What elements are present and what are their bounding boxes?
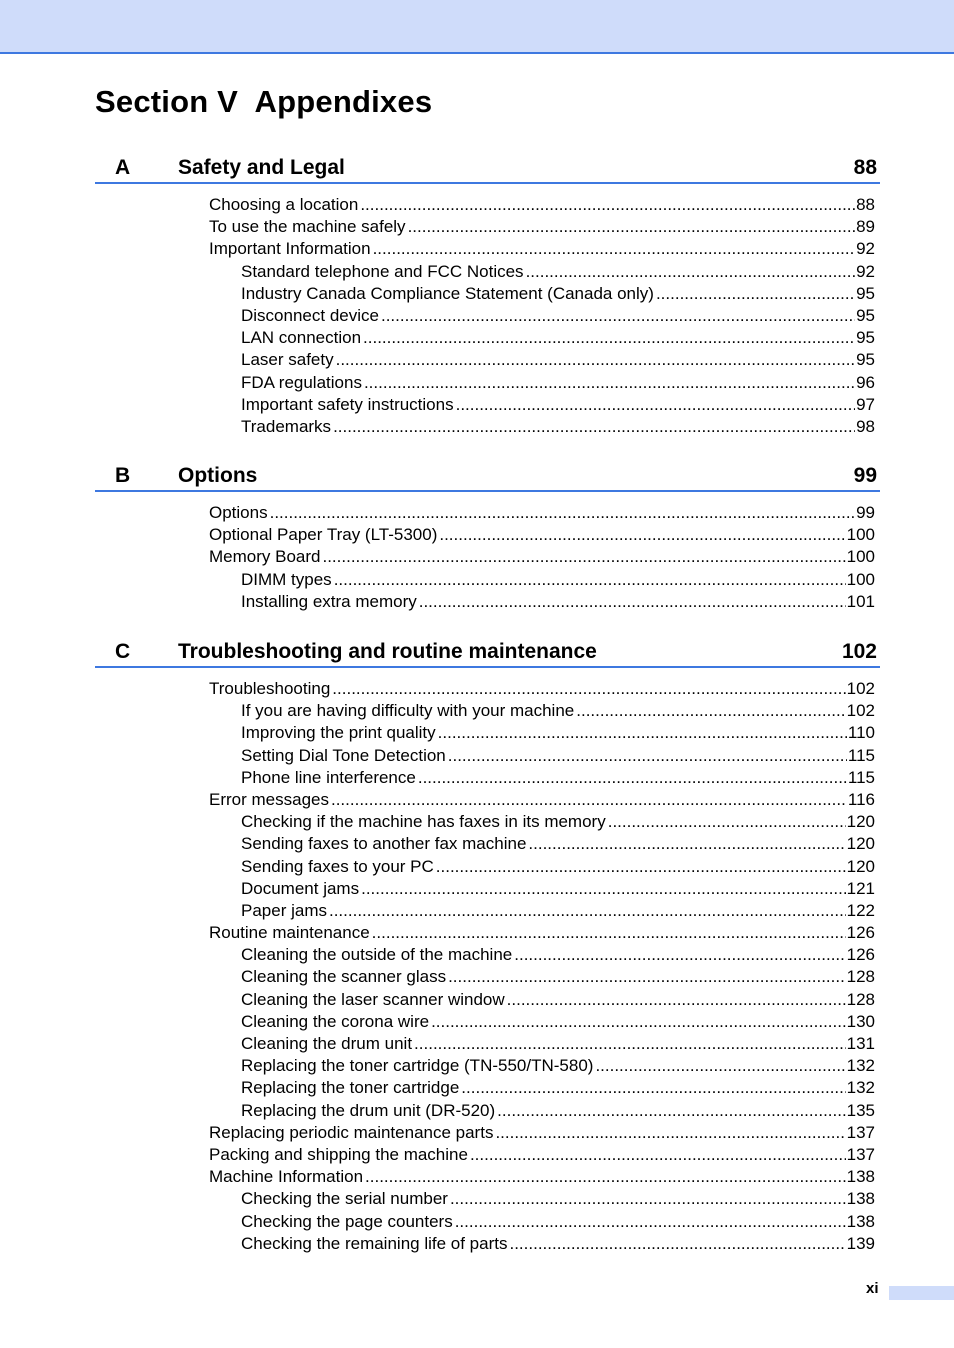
entry-page: 120 xyxy=(846,834,875,854)
entry-page: 120 xyxy=(846,856,875,876)
entry-page: 110 xyxy=(847,723,875,743)
entry-page: 137 xyxy=(846,1122,875,1142)
entry-title: Cleaning the laser scanner window xyxy=(241,989,505,1009)
section-name: Appendixes xyxy=(254,84,433,119)
toc-entry[interactable] xyxy=(241,305,875,327)
toc-entry[interactable] xyxy=(241,767,875,789)
entry-title: Document jams xyxy=(241,878,360,898)
toc-entry[interactable] xyxy=(241,327,875,349)
entry-title: Trademarks xyxy=(241,416,332,436)
dot-leader xyxy=(436,856,846,878)
entry-title: Replacing the toner cartridge xyxy=(241,1078,460,1098)
entry-title: Important Information xyxy=(209,239,371,259)
toc-entry[interactable] xyxy=(241,283,875,305)
entry-page: 88 xyxy=(856,195,875,214)
section-label: Section V xyxy=(95,84,239,119)
toc-entry[interactable] xyxy=(241,811,875,833)
dot-leader xyxy=(322,546,845,568)
entry-page: 137 xyxy=(846,1144,875,1164)
dot-leader xyxy=(431,1011,846,1033)
dot-leader xyxy=(656,283,855,305)
dot-leader xyxy=(448,745,847,767)
dot-leader xyxy=(418,767,847,789)
toc-entry[interactable] xyxy=(209,238,875,260)
dot-leader xyxy=(526,261,856,283)
entry-title: FDA regulations xyxy=(241,372,362,392)
dot-leader xyxy=(514,944,845,966)
dot-leader xyxy=(509,1233,845,1255)
dot-leader xyxy=(455,1211,846,1233)
toc-entry[interactable] xyxy=(241,745,875,767)
entry-page: 96 xyxy=(856,372,875,392)
dot-leader xyxy=(332,678,845,700)
footer-tab xyxy=(889,1286,954,1300)
entry-title: Installing extra memory xyxy=(241,591,417,611)
dot-leader xyxy=(372,922,846,944)
entry-title: Disconnect device xyxy=(241,305,379,325)
dot-leader xyxy=(414,1033,846,1055)
toc-entry[interactable] xyxy=(241,944,875,966)
entry-title: DIMM types xyxy=(241,569,332,589)
dot-leader xyxy=(528,833,845,855)
entry-title: Options xyxy=(209,503,268,522)
entry-title: Checking if the machine has faxes in its memory xyxy=(241,812,606,832)
entry-title: Replacing periodic maintenance parts xyxy=(209,1122,494,1142)
entry-list xyxy=(95,194,880,438)
entry-title: Cleaning the scanner glass xyxy=(241,967,447,987)
dot-leader xyxy=(408,216,856,238)
entry-page: 132 xyxy=(846,1056,875,1076)
chapter-letter: B xyxy=(115,464,131,487)
entry-page: 102 xyxy=(846,701,875,721)
dot-leader xyxy=(365,1166,846,1188)
dot-leader xyxy=(507,989,846,1011)
dot-leader xyxy=(439,524,845,546)
toc-entry[interactable] xyxy=(241,372,875,394)
toc-entry[interactable] xyxy=(241,966,875,988)
entry-title: Sending faxes to your PC xyxy=(241,856,434,876)
entry-page: 120 xyxy=(846,812,875,832)
entry-page: 100 xyxy=(846,547,875,567)
entry-page: 95 xyxy=(856,283,875,303)
entry-page: 138 xyxy=(846,1189,875,1209)
chapter-heading[interactable] xyxy=(95,638,880,668)
toc-entry[interactable] xyxy=(209,1144,875,1166)
entry-title: Replacing the drum unit (DR-520) xyxy=(241,1100,496,1120)
entry-page: 131 xyxy=(846,1034,875,1053)
entry-page: 126 xyxy=(846,923,875,943)
dot-leader xyxy=(333,416,855,438)
entry-title: Machine Information xyxy=(209,1167,364,1187)
chapter-heading[interactable] xyxy=(95,462,880,492)
entry-title: Setting Dial Tone Detection xyxy=(241,745,446,765)
entry-page: 92 xyxy=(856,239,875,259)
entry-title: Choosing a location xyxy=(209,195,359,214)
entry-page: 101 xyxy=(846,591,875,611)
entry-title: Cleaning the corona wire xyxy=(241,1011,430,1031)
toc-entry[interactable] xyxy=(241,1055,875,1077)
entry-title: Phone line interference xyxy=(241,767,416,787)
entry-page: 128 xyxy=(846,989,875,1009)
dot-leader xyxy=(438,722,847,744)
entry-title: Important safety instructions xyxy=(241,394,454,414)
chapter-a xyxy=(95,154,880,438)
entry-title: Replacing the toner cartridge (TN-550/TN-580) xyxy=(241,1056,594,1076)
entry-page: 100 xyxy=(846,569,875,589)
toc-entry[interactable] xyxy=(241,1011,875,1033)
toc-entry[interactable] xyxy=(241,900,875,922)
entry-title: Troubleshooting xyxy=(209,679,331,698)
toc-entry[interactable] xyxy=(209,502,875,524)
dot-leader xyxy=(361,878,846,900)
entry-title: Routine maintenance xyxy=(209,923,370,943)
dot-leader xyxy=(456,394,855,416)
toc-entry[interactable] xyxy=(241,1211,875,1233)
dot-leader xyxy=(329,900,846,922)
entry-page: 126 xyxy=(846,945,875,965)
entry-title: Checking the serial number xyxy=(241,1189,448,1209)
entry-page: 139 xyxy=(846,1233,875,1253)
toc-entry[interactable] xyxy=(209,922,875,944)
entry-title: To use the machine safely xyxy=(209,217,406,237)
entry-page: 100 xyxy=(846,525,875,545)
toc-entry[interactable] xyxy=(241,1188,875,1210)
entry-title: Laser safety xyxy=(241,350,334,370)
chapter-page: 99 xyxy=(853,464,877,487)
chapter-title: Options xyxy=(178,464,258,487)
entry-title: Error messages xyxy=(209,789,329,809)
entry-page: 138 xyxy=(846,1211,875,1231)
dot-leader xyxy=(419,591,846,613)
toc-entry[interactable] xyxy=(241,700,875,722)
entry-title: Industry Canada Compliance Statement (Canada only) xyxy=(241,283,654,303)
toc-entry[interactable] xyxy=(241,878,875,900)
entry-title: Optional Paper Tray (LT-5300) xyxy=(209,525,438,545)
entry-page: 121 xyxy=(846,878,875,898)
toc-entry[interactable] xyxy=(209,1166,875,1188)
toc-entry[interactable] xyxy=(241,394,875,416)
dot-leader xyxy=(363,327,855,349)
entry-title: Checking the remaining life of parts xyxy=(241,1233,508,1253)
dot-leader xyxy=(331,789,847,811)
dot-leader xyxy=(336,349,855,371)
toc-entry[interactable] xyxy=(241,591,875,613)
dot-leader xyxy=(270,502,855,524)
dot-leader xyxy=(450,1188,846,1210)
entry-page: 116 xyxy=(847,789,875,809)
chapter-letter: A xyxy=(115,156,131,179)
entry-page: 95 xyxy=(856,305,875,325)
toc-entry[interactable] xyxy=(241,722,875,744)
entry-page: 102 xyxy=(846,679,875,698)
entry-title: LAN connection xyxy=(241,328,362,348)
toc-entry[interactable] xyxy=(209,216,875,238)
entry-page: 99 xyxy=(856,503,875,522)
entry-page: 130 xyxy=(846,1011,875,1031)
toc-entry[interactable] xyxy=(241,1233,875,1255)
entry-title: Paper jams xyxy=(241,900,327,920)
entry-title: If you are having difficulty with your machine xyxy=(241,701,575,721)
entry-page: 128 xyxy=(846,967,875,987)
dot-leader xyxy=(381,305,855,327)
toc-entry[interactable] xyxy=(241,1100,875,1122)
toc-entry[interactable] xyxy=(241,989,875,1011)
dot-leader xyxy=(470,1144,846,1166)
entry-page: 132 xyxy=(846,1078,875,1098)
entry-title: Packing and shipping the machine xyxy=(209,1144,468,1164)
toc-entry[interactable] xyxy=(241,569,875,591)
dot-leader xyxy=(495,1122,845,1144)
entry-page: 115 xyxy=(847,745,875,765)
dot-leader xyxy=(608,811,846,833)
entry-page: 95 xyxy=(856,328,875,348)
dot-leader xyxy=(497,1100,845,1122)
chapter-c xyxy=(95,638,880,1255)
section-title xyxy=(95,84,432,120)
page-number: xi xyxy=(866,1280,879,1297)
chapter-b xyxy=(95,462,880,613)
header-band xyxy=(0,0,954,54)
toc-entry[interactable] xyxy=(209,678,875,700)
entry-page: 95 xyxy=(856,350,875,370)
toc-entry[interactable] xyxy=(241,1033,875,1055)
entry-page: 97 xyxy=(856,394,875,414)
entry-title: Checking the page counters xyxy=(241,1211,453,1231)
entry-page: 98 xyxy=(856,416,875,436)
toc-entry[interactable] xyxy=(241,833,875,855)
dot-leader xyxy=(373,238,856,260)
toc-entry[interactable] xyxy=(209,789,875,811)
dot-leader xyxy=(364,372,855,394)
dot-leader xyxy=(576,700,845,722)
toc-entry[interactable] xyxy=(209,194,875,216)
entry-page: 122 xyxy=(846,900,875,920)
toc-entry[interactable] xyxy=(241,416,875,438)
entry-title: Memory Board xyxy=(209,547,321,567)
chapter-title: Troubleshooting and routine maintenance xyxy=(178,640,597,663)
toc-entry[interactable] xyxy=(241,1077,875,1099)
entry-page: 135 xyxy=(846,1100,875,1120)
entry-list xyxy=(95,678,880,1255)
entry-page: 115 xyxy=(847,767,875,787)
chapter-title: Safety and Legal xyxy=(178,156,345,179)
toc-entry[interactable] xyxy=(209,546,875,568)
toc-entry[interactable] xyxy=(209,1122,875,1144)
entry-page: 92 xyxy=(856,261,875,281)
toc-entry[interactable] xyxy=(209,524,875,546)
dot-leader xyxy=(360,194,855,216)
chapter-page: 88 xyxy=(853,156,877,179)
dot-leader xyxy=(448,966,846,988)
dot-leader xyxy=(461,1077,845,1099)
entry-title: Sending faxes to another fax machine xyxy=(241,834,527,854)
entry-list xyxy=(95,502,880,613)
chapter-letter: C xyxy=(115,640,131,663)
entry-title: Cleaning the outside of the machine xyxy=(241,945,513,965)
chapter-heading[interactable] xyxy=(95,154,880,184)
dot-leader xyxy=(334,569,846,591)
entry-page: 138 xyxy=(846,1167,875,1187)
entry-title: Improving the print quality xyxy=(241,723,436,743)
toc-entry[interactable] xyxy=(241,261,875,283)
entry-page: 89 xyxy=(856,217,875,237)
chapter-page: 102 xyxy=(841,640,877,663)
entry-title: Standard telephone and FCC Notices xyxy=(241,261,524,281)
dot-leader xyxy=(595,1055,845,1077)
toc-entry[interactable] xyxy=(241,856,875,878)
entry-title: Cleaning the drum unit xyxy=(241,1034,413,1053)
toc-entry[interactable] xyxy=(241,349,875,371)
